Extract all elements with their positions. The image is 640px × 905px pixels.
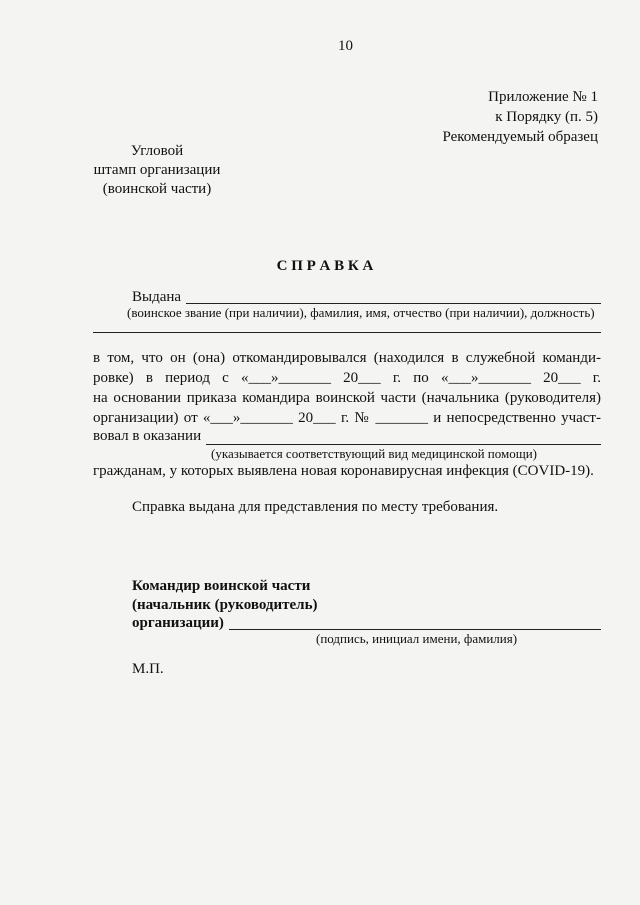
- body-line-3: на основании приказа командира воинской части (начальника (руководителя): [93, 390, 601, 406]
- body-line-1: в том, что он (она) откомандировывался (находился в служебной команди-: [93, 350, 601, 366]
- body-line-2: ровке) в период с «___»_______ 20___ г. по «___»_______ 20___ г.: [93, 370, 601, 386]
- appendix-block: [400, 87, 598, 147]
- issued-to-line: [186, 303, 601, 304]
- appendix-line1: Приложение № 1: [488, 89, 598, 105]
- appendix-line2: к Порядку (п. 5): [495, 109, 598, 125]
- document-title: С П Р А В К А: [276, 258, 374, 274]
- stamp-line1: Угловой: [130, 143, 184, 159]
- issued-hint: (воинское звание (при наличии), фамилия, имя, отчество (при наличии), должность): [127, 305, 595, 320]
- issued-label: Выдана: [132, 289, 182, 305]
- signature-hint: (подпись, инициал имени, фамилия): [316, 631, 518, 646]
- appendix-line3: Рекомендуемый образец: [442, 129, 598, 145]
- corner-stamp-block: [72, 142, 242, 199]
- stamp-line3: (воинской части): [102, 181, 212, 197]
- body-line-5: вовал в оказании: [93, 428, 202, 444]
- medical-help-line: [206, 444, 601, 445]
- body-line-6: гражданам, у которых выявлена новая коронавирусная инфекция (COVID-19).: [93, 463, 594, 479]
- body-line-4: организации) от «___»_______ 20___ г. № _______ и непосредственно участ-: [93, 410, 601, 426]
- signature-line: [229, 629, 601, 630]
- signature-line1: Командир воинской части: [132, 578, 311, 594]
- purpose-text: Справка выдана для представления по месту требования.: [132, 499, 499, 515]
- seal-place: М.П.: [132, 661, 164, 677]
- signature-line2: (начальник (руководитель): [132, 597, 318, 613]
- page-number: 10: [338, 38, 353, 54]
- medical-help-hint: (указывается соответствующий вид медицинской помощи): [211, 446, 538, 461]
- issued-second-line: [93, 332, 601, 333]
- stamp-line2: штамп организации: [93, 162, 221, 178]
- signature-line3: организации): [132, 615, 224, 631]
